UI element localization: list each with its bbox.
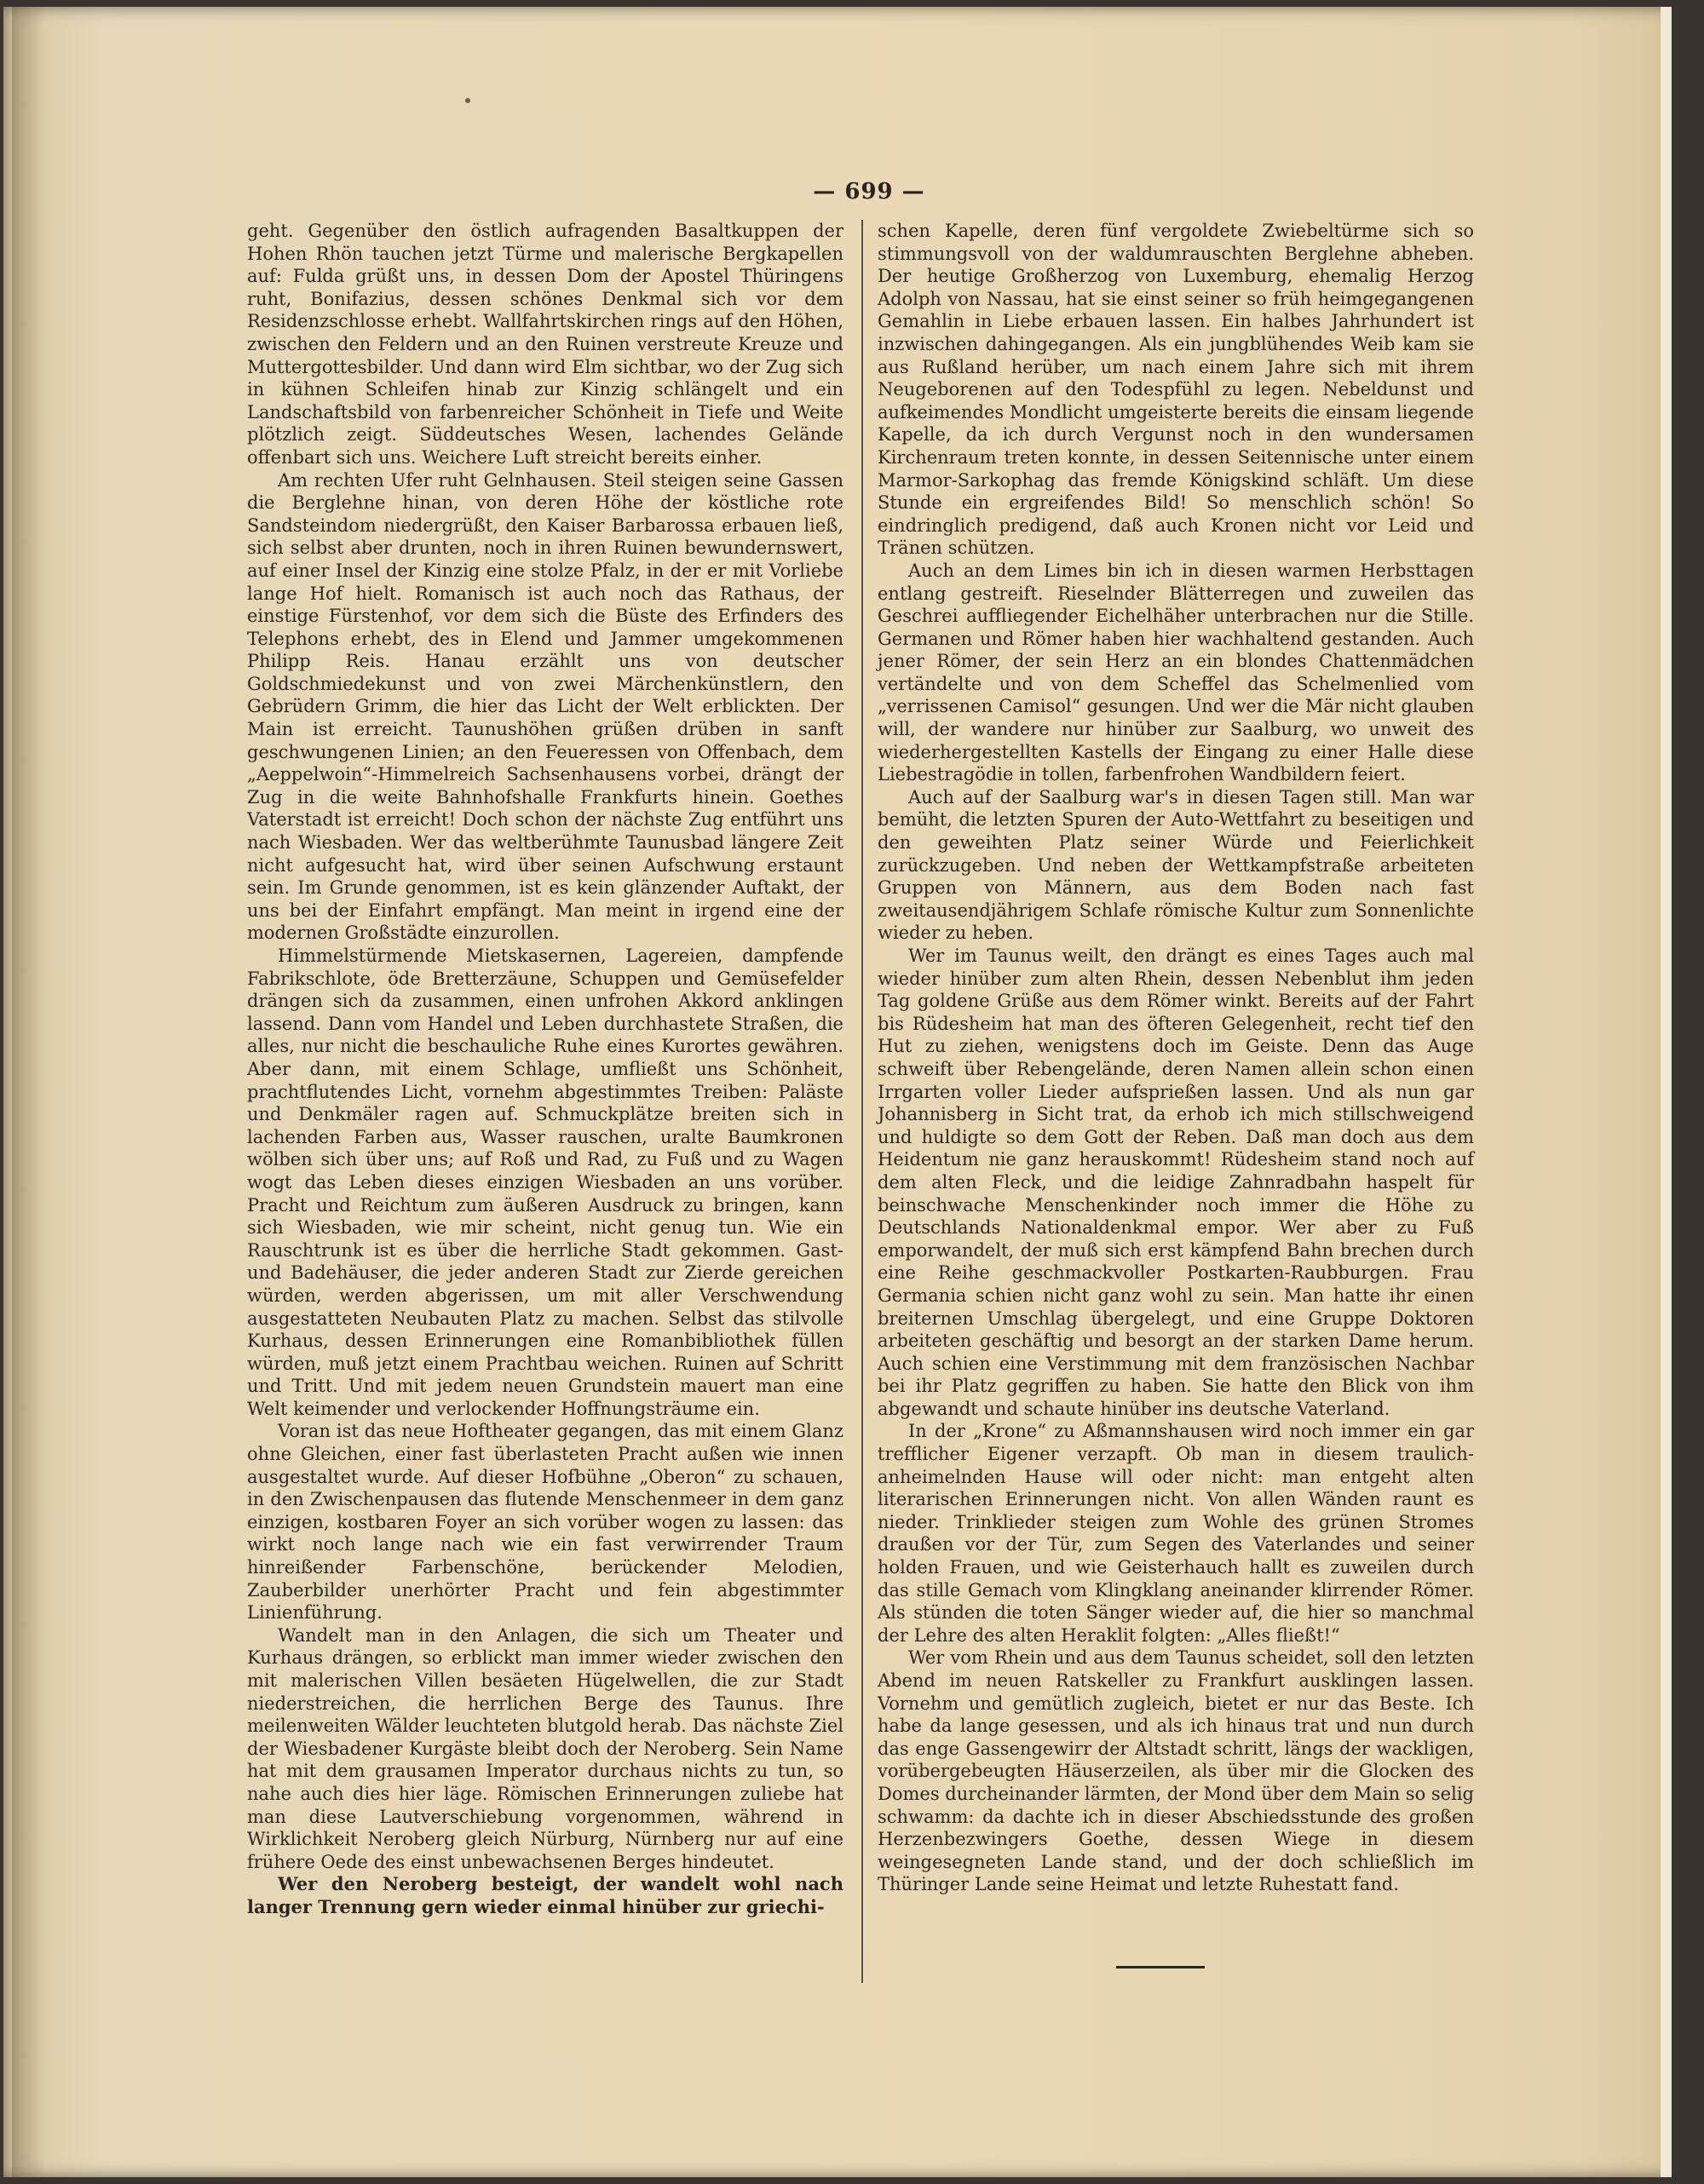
right-paragraph-4: Wer im Taunus weilt, den drängt es eines Tages auch mal wieder hinüber zum alten Rhein, dessen Nebenblut ihm jeden Tag goldene Grüße aus dem Römer winkt. Bereits auf der Fahrt bis Rüdesheim hat man des öfteren Gelegenheit, recht tief den Hut zu ziehen, wenigstens doch im Geiste. Denn das Auge schweift über Rebengelände, deren Namen allein schon einen Irrgarten voller Lieder aufsprießen lassen. Und als nun gar Johannisberg in Sicht trat, da erhob ich mich stillschweigend und huldigte so dem Gott der Reben. Daß man doch aus dem Heidentum nie ganz herauskommt! Rüdesheim stand noch auf dem alten Fleck, und die leidige Zahnradbahn haspelt für beinschwache Menschenkinder noch immer die Höhe zu Deutschlands Nationaldenkmal empor. Wer aber zu Fuß emporwandelt, der muß sich erst kämpfend Bahn brechen durch eine Reihe geschmackvoller Postkarten-Raubburgen. Frau Germania schien nicht ganz wohl zu sein. Man hatte ihr einen breiternen Umschlag übergelegt, und eine Gruppe Doktoren arbeiteten geschäftig und besorgt an der starken Dame herum. Auch schien eine Verstimmung mit dem französischen Nachbar bei ihr Platz gegriffen zu haben. Sie hatte den Blick von ihm abgewandt und schaute hinüber ins deutsche Vaterland. (878, 945, 1474, 1419)
column-divider (861, 220, 863, 1983)
left-paragraph-3: Himmelstürmende Mietskasernen, Lagereien, dampfende Fabrikschlote, öde Bretterzäune, Schuppen und Gemüsefelder drängen sich da zusammen, einen unfrohen Akkord anklingen lassend. Dann vom Handel und Leben durchhastete Straßen, die alles, nur nicht die beschauliche Ruhe eines Kurortes gewähren. Aber dann, mit einem Schlage, umfließt uns Schönheit, prachtflutendes Licht, vornehm abgestimmtes Treiben: Paläste und Denkmäler ragen auf. Schmuckplätze breiten sich in lachenden Farben aus, Wasser rauschen, uralte Baumkronen wölben sich über uns; auf Roß und Rad, zu Fuß und zu Wagen wogt das Leben dieses einzigen Wiesbaden an uns vorüber. Pracht und Reichtum zum äußeren Ausdruck zu bringen, kann sich Wiesbaden, wie mir scheint, nicht genug tun. Wie ein Rauschtrunk ist es über die herrliche Stadt gekommen. Gast- und Badehäuser, die jeder anderen Stadt zur Zierde gereichen würden, werden abgerissen, um mit aller Verschwendung ausgestatteten Neubauten Platz zu machen. Selbst das stilvolle Kurhaus, dessen Erinnerungen eine Romanbibliothek füllen würden, muß jetzt einem Prachtbau weichen. Ruinen auf Schritt und Tritt. Und mit jedem neuen Grundstein mauert man eine Welt keimender und verlockender Hoffnungsträume ein. (247, 945, 843, 1419)
ink-speck (465, 98, 470, 103)
left-paragraph-1: geht. Gegenüber den östlich aufragenden Basaltkuppen der Hohen Rhön tauchen jetzt Türme und malerische Bergkapellen auf: Fulda grüßt uns, in dessen Dom der Apostel Thüringens ruht, Bonifazius, dessen schönes Denkmal sich vor dem Residenzschlosse erhebt. Wallfahrtskirchen rings auf den Höhen, zwischen den Feldern und an den Ruinen verstreute Kreuze und Muttergottesbilder. Und dann wird Elm sichtbar, wo der Zug sich in kühnen Schleifen hinab zur Kinzig schlängelt und ein Landschaftsbild von farbenreicher Schönheit in Tiefe und Weite plötzlich zeigt. Süddeutsches Wesen, lachendes Gelände offenbart sich uns. Weichere Luft streicht bereits einher. (247, 221, 843, 468)
right-paragraph-1: schen Kapelle, deren fünf vergoldete Zwiebeltürme sich so stimmungsvoll von der waldumrauschten Berglehne abheben. Der heutige Großherzog von Luxemburg, ehemalig Herzog Adolph von Nassau, hat sie einst seiner so früh heimgegangenen Gemahlin in Liebe erbauen lassen. Ein halbes Jahrhundert ist inzwischen dahingegangen. Als ein jungblühendes Weib kam sie aus Rußland herüber, um nach einem Jahre sich mit ihrem Neugeborenen auf den Todespfühl zu legen. Nebeldunst und aufkeimendes Mondlicht umgeisterte bereits die einsam liegende Kapelle, da ich durch Vergunst noch in den wundersamen Kirchenraum treten konnte, in dessen Seitennische unter einem Marmor-Sarkophag das fremde Königskind schläft. Um diese Stunde ein ergreifendes Bild! So menschlich schön! So eindringlich predigend, daß auch Kronen nicht vor Leid und Tränen schützen. (878, 221, 1474, 559)
right-paragraph-5: In der „Krone“ zu Aßmannshausen wird noch immer ein gar trefflicher Eigener verzapft. Ob man in diesem traulich-anheimelnden Hause will oder nicht: man entgeht alten literarischen Erinnerungen nicht. Von allen Wänden raunt es nieder. Trinklieder steigen zum Wohle des grünen Stromes draußen vor der Tür, zum Segen des Vaterlandes und seiner holden Frauen, und wie Geisterhauch hallt es zuweilen durch das stille Gemach vom Klingklang aneinander klirrender Römer. Als stünden die toten Sänger wieder auf, die hier so manchmal der Lehre des alten Heraklit folgten: „Alles fließt!“ (878, 1421, 1474, 1646)
right-paragraph-3: Auch auf der Saalburg war's in diesen Tagen still. Man war bemüht, die letzten Spuren der Auto-Wettfahrt zu beseitigen und den geweihten Platz seiner Würde und Feierlichkeit zurückzugeben. Und neben der Wettkampfstraße arbeiteten Gruppen von Männern, aus dem Boden nach fast zweitausendjährigem Schlafe römische Kultur zum Sonnenlichte wieder zu heben. (878, 786, 1474, 944)
page-fold-shadow (12, 7, 46, 2177)
left-paragraph-6: Wer den Neroberg besteigt, der wandelt wohl nach langer Trennung gern wieder einmal hinüber zur griechi- (247, 1873, 843, 1917)
right-paragraph-6: Wer vom Rhein und aus dem Taunus scheidet, soll den letzten Abend im neuen Ratskeller zu Frankfurt ausklingen lassen. Vornehm und gemütlich zugleich, bietet er nur das Beste. Ich habe da lange gesessen, und als ich hinaus trat und nun durch das enge Gassengewirr der Altstadt schritt, längs der wackligen, vorübergebeugten Häuserzeilen, als über mir die Glocken des Domes durcheinander lärmten, der Mond über dem Main so selig schwamm: da dachte ich in dieser Abschiedsstunde des großen Herzenbezwingers Goethe, dessen Wiege in diesem weingesegneten Lande stand, und der doch schließlich im Thüringer Lande seine Heimat und letzte Ruhestatt fand. (878, 1647, 1474, 1895)
left-paragraph-2: Am rechten Ufer ruht Gelnhausen. Steil steigen seine Gassen die Berglehne hinan, von deren Höhe der köstliche rote Sandsteindom niedergrüßt, den Kaiser Barbarossa erbauen ließ, sich selbst aber drunten, noch in ihren Ruinen bewundernswert, auf einer Insel der Kinzig eine stolze Pfalz, in der er mit Vorliebe lange Hof hielt. Romanisch ist auch noch das Rathaus, der einstige Fürstenhof, vor dem sich die Büste des Erfinders des Telephons erhebt, des in Elend und Jammer umgekommenen Philipp Reis. Hanau erzählt uns von deutscher Goldschmiedekunst und von zwei Märchenkünstlern, den Gebrüdern Grimm, die hier das Licht der Welt erblickten. Der Main ist erreicht. Taunushöhen grüßen drüben in sanft geschwungenen Linien; an den Feueressen von Offenbach, dem „Aeppelwoin“-Himmelreich Sachsenhausens vorbei, drängt der Zug in die weite Bahnhofshalle Frankfurts hinein. Goethes Vaterstadt ist erreicht! Doch schon der nächste Zug entführt uns nach Wiesbaden. Wer das weltberühmte Taunusbad längere Zeit nicht aufgesucht hat, wird über seinen Aufschwung erstaunt sein. Im Grunde genommen, ist es kein glänzender Auftakt, der uns bei der Einfahrt empfängt. Man meint in irgend eine der modernen Großstädte einzurollen. (247, 469, 843, 944)
left-paragraph-4: Voran ist das neue Hoftheater gegangen, das mit einem Glanz ohne Gleichen, einer fast überlasteten Pracht außen wie innen ausgestaltet wurde. Auf dieser Hofbühne „Oberon“ zu schauen, in den Zwischenpausen das flutende Menschenmeer in dem ganz einzigen, kostbaren Foyer an sich vorüber wogen zu lassen: das wirkt noch lange nach wie ein fast verwirrender Traum hinreißender Farbenschöne, berückender Melodien, Zauberbilder unerhörter Pracht und fein abgestimmter Linienführung. (247, 1421, 843, 1624)
right-column (878, 220, 1474, 1896)
left-column (247, 220, 843, 1919)
page-right-edge (1661, 7, 1672, 2177)
right-paragraph-2: Auch an dem Limes bin ich in diesen warmen Herbsttagen entlang gestreift. Rieselnder Blätterregen und zuweilen das Geschrei auffliegender Eichelhäher unterbrachen nur die Stille. Germanen und Römer haben hier wachhaltend gestanden. Auch jener Römer, der sein Herz an ein blondes Chattenmädchen vertändelte und von dem Scheffel das Schelmenlied vom „verrissenen Camisol“ gesungen. Und wer die Mär nicht glauben will, der wandere nur hinüber zur Saalburg, wo unweit des wiederhergestellten Kastells der Eingang zu einer Halle diese Liebestragödie in tollen, farbenfrohen Wandbildern feiert. (878, 560, 1474, 785)
end-rule (1116, 1966, 1205, 1968)
page-number: — 699 — (813, 179, 925, 204)
left-paragraph-5: Wandelt man in den Anlagen, die sich um Theater und Kurhaus drängen, so erblickt man immer wieder zwischen den mit malerischen Villen besäeten Hügelwellen, die zur Stadt niederstreichen, die herrlichen Berge des Taunus. Ihre meilenweiten Wälder leuchteten blutgold herab. Das nächste Ziel der Wiesbadener Kurgäste bleibt doch der Neroberg. Sein Name hat mit dem grausamen Imperator durchaus nichts zu tun, so nahe auch dies hier läge. Römischen Erinnerungen zuliebe hat man diese Lautverschiebung vorgenommen, während in Wirklichkeit Neroberg gleich Nürburg, Nürnberg nur auf eine frühere Oede des einst unbewachsenen Berges hindeutet. (247, 1624, 843, 1872)
